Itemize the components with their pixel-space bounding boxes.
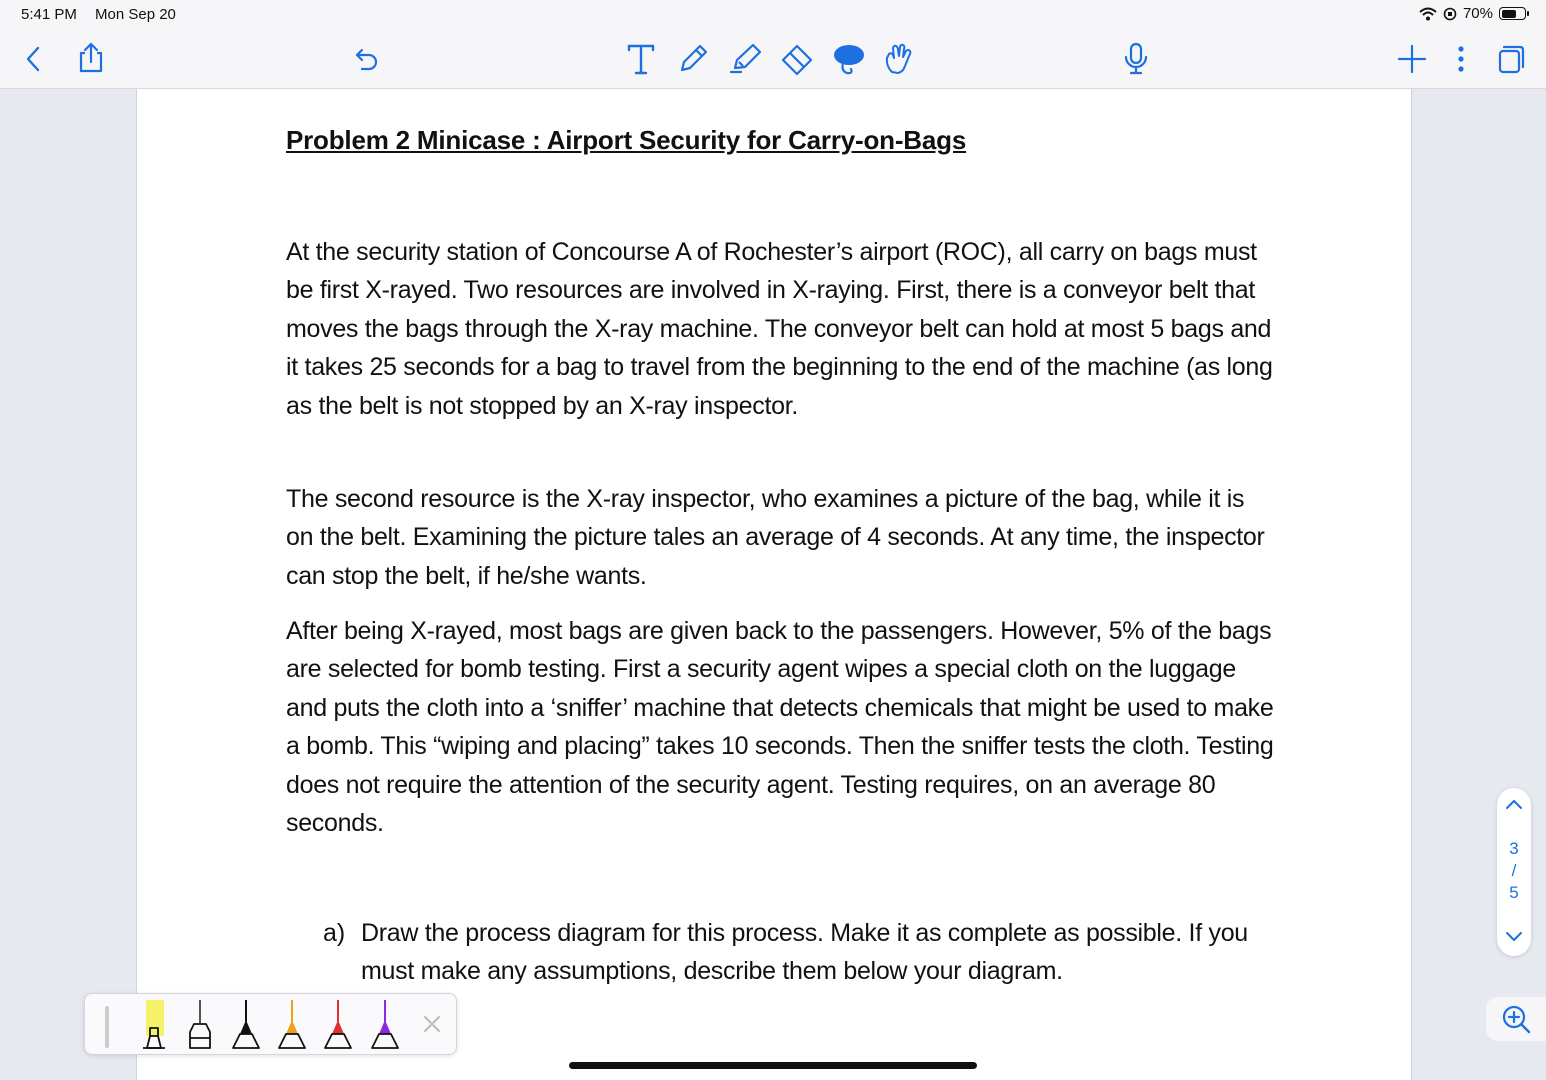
paragraph-2: The second resource is the X-ray inspector, who examines a picture of the bag, while it is on the belt. Examining the picture tales an average of 4 seconds. At any time, the inspector can stop the belt, if he/she wants.	[286, 485, 1265, 590]
document-page[interactable]	[136, 89, 1412, 1080]
add-icon[interactable]	[1392, 39, 1432, 79]
zoom-button[interactable]	[1486, 997, 1546, 1041]
status-bar	[0, 0, 1546, 30]
marker-icon[interactable]	[180, 998, 220, 1050]
orange-pen-icon[interactable]	[272, 998, 312, 1050]
text-tool-icon[interactable]	[621, 39, 661, 79]
orientation-lock-icon	[1443, 7, 1457, 21]
eraser-tool-icon[interactable]	[777, 39, 817, 79]
highlighter-tool-icon[interactable]	[725, 39, 765, 79]
paragraph-1: At the security station of Concourse A of Rochester’s airport (ROC), all carry on bags must be first X-rayed. Two resources are involved in X-raying. First, there is a conveyor belt that moves the bags through the X-ray machine. The conveyor belt can hold at most 5 bags and it takes 25 seconds for a bag to travel from the beginning to the end of the machine (as long as the belt is not stopped by an X-ray inspector.	[286, 238, 1273, 420]
paragraph-3: After being X-rayed, most bags are given back to the passengers. However, 5% of the bags are selected for bomb testing. First a security agent wipes a special cloth on the luggage and puts the cloth into a ‘sniffer’ machine that detects chemicals that might be used to make a bomb. This “wiping and placing” takes 10 seconds. Then the sniffer tests the cloth. Testing does not require the attention of the security agent. Testing requires, on an average 80 seconds.	[286, 617, 1274, 838]
wifi-icon	[1419, 7, 1437, 21]
zoom-in-icon	[1501, 1004, 1531, 1034]
battery-percent: 70%	[1462, 5, 1493, 22]
status-time: 5:41 PM	[21, 6, 77, 23]
page-separator: /	[1511, 861, 1517, 880]
battery-icon	[1499, 7, 1526, 20]
back-icon[interactable]	[14, 39, 54, 79]
close-icon[interactable]	[412, 998, 452, 1050]
purple-pen-icon[interactable]	[365, 998, 405, 1050]
status-indicators	[1419, 5, 1526, 22]
undo-icon[interactable]	[347, 39, 387, 79]
hand-tool-icon[interactable]	[879, 39, 919, 79]
home-indicator[interactable]	[569, 1062, 977, 1069]
current-page-number: 3	[1509, 839, 1519, 858]
microphone-icon[interactable]	[1116, 39, 1156, 79]
total-page-count: 5	[1509, 883, 1519, 902]
question-text: Draw the process diagram for this process. Make it as complete as possible. If you must make any assumptions, describe them below your diagram.	[361, 919, 1248, 986]
highlighter-icon[interactable]	[133, 998, 173, 1050]
more-icon[interactable]	[1441, 39, 1481, 79]
pen-tool-icon[interactable]	[673, 39, 713, 79]
black-pen-icon[interactable]	[226, 998, 266, 1050]
status-date: Mon Sep 20	[95, 6, 176, 23]
red-pen-icon[interactable]	[318, 998, 358, 1050]
app-toolbar	[0, 30, 1546, 89]
battery-level	[1502, 10, 1517, 18]
fine-pen-icon[interactable]	[87, 998, 127, 1050]
pen-tray	[84, 993, 457, 1055]
previous-page-icon[interactable]	[1505, 798, 1523, 810]
page-navigator	[1497, 788, 1531, 956]
share-icon[interactable]	[71, 38, 111, 78]
lasso-tool-icon[interactable]	[829, 39, 869, 79]
next-page-icon[interactable]	[1505, 931, 1523, 943]
document-title: Problem 2 Minicase : Airport Security for Carry-on-Bags	[286, 125, 967, 155]
question-label: a)	[323, 919, 346, 947]
pages-icon[interactable]	[1491, 39, 1531, 79]
